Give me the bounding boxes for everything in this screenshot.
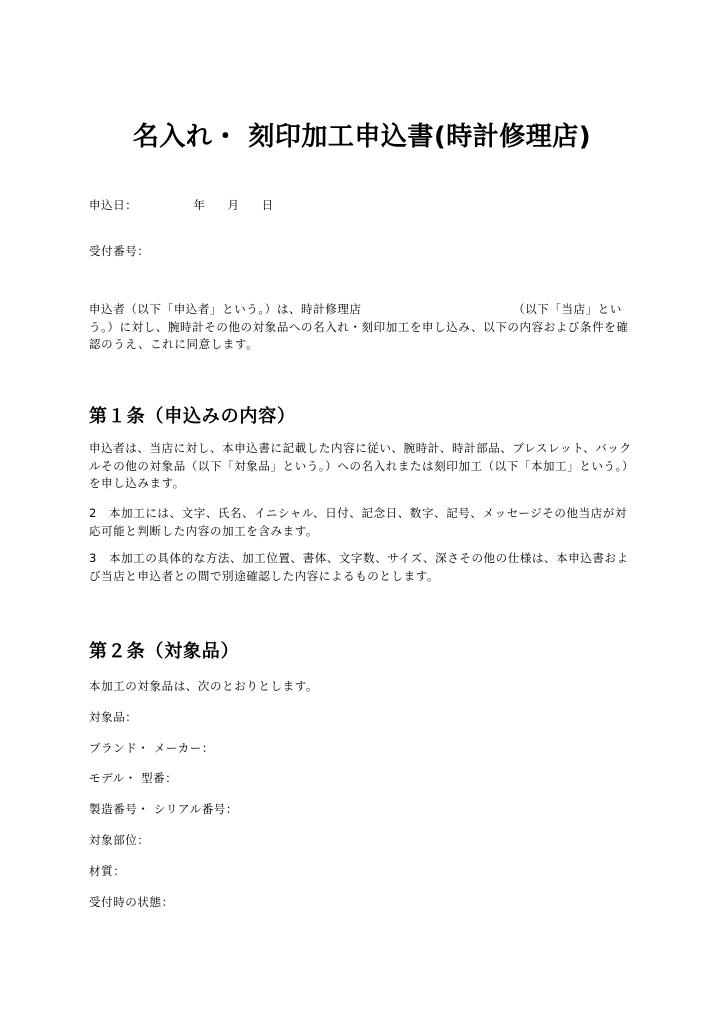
article1-paragraph-1: 申込者は、当店に対し、本申込書に記載した内容に従い、腕時計、時計部品、ブレスレット、バックルその他の対象品（以下「対象品」という。）への名入れまたは刻印加工（以下「本加工」という。）を申し込みます。 [89, 441, 635, 490]
field-model-number: モデル・ 型番： [89, 771, 178, 785]
article2-heading: 第２条（対象品） [89, 641, 240, 662]
article1-heading: 第１条（申込みの内容） [89, 406, 296, 427]
field-serial-number: 製造番号・ シリアル番号： [89, 802, 238, 816]
document-title: 名入れ・ 刻印加工申込書(時計修理店) [132, 122, 592, 152]
application-date-line [89, 197, 274, 213]
day-label: 日 [261, 198, 274, 212]
field-brand-maker: ブランド・ メーカー： [89, 741, 215, 755]
receipt-number-label: 受付番号： [89, 244, 150, 258]
field-condition-at-receipt: 受付時の状態： [89, 895, 174, 909]
month-label: 月 [227, 198, 240, 212]
article1-paragraph-2: 2 本加工には、文字、氏名、イニシャル、日付、記念日、数字、記号、メッセージその他当店が対応可能と判断した内容の加工を含みます。 [89, 506, 628, 538]
article2-intro: 本加工の対象品は、次のとおりとします。 [89, 679, 318, 693]
article1-paragraph-3: 3 本加工の具体的な方法、加工位置、書体、文字数、サイズ、深さその他の仕様は、本申込書および当店と申込者との間で別途確認した内容によるものとします。 [89, 551, 629, 583]
intro-paragraph: 申込者（以下「申込者」という。）は、時計修理店 （以下「当店」という。）に対し、腕時計その他の対象品への名入れ・刻印加工を申し込み、以下の内容および条件を確認のうえ、これに同意します。 [89, 302, 629, 351]
field-target-part: 対象部位： [89, 833, 150, 847]
application-date-label: 申込日： [89, 198, 138, 212]
field-target-item: 対象品： [89, 710, 138, 724]
year-label: 年 [193, 198, 206, 212]
field-material: 材質： [89, 864, 126, 878]
